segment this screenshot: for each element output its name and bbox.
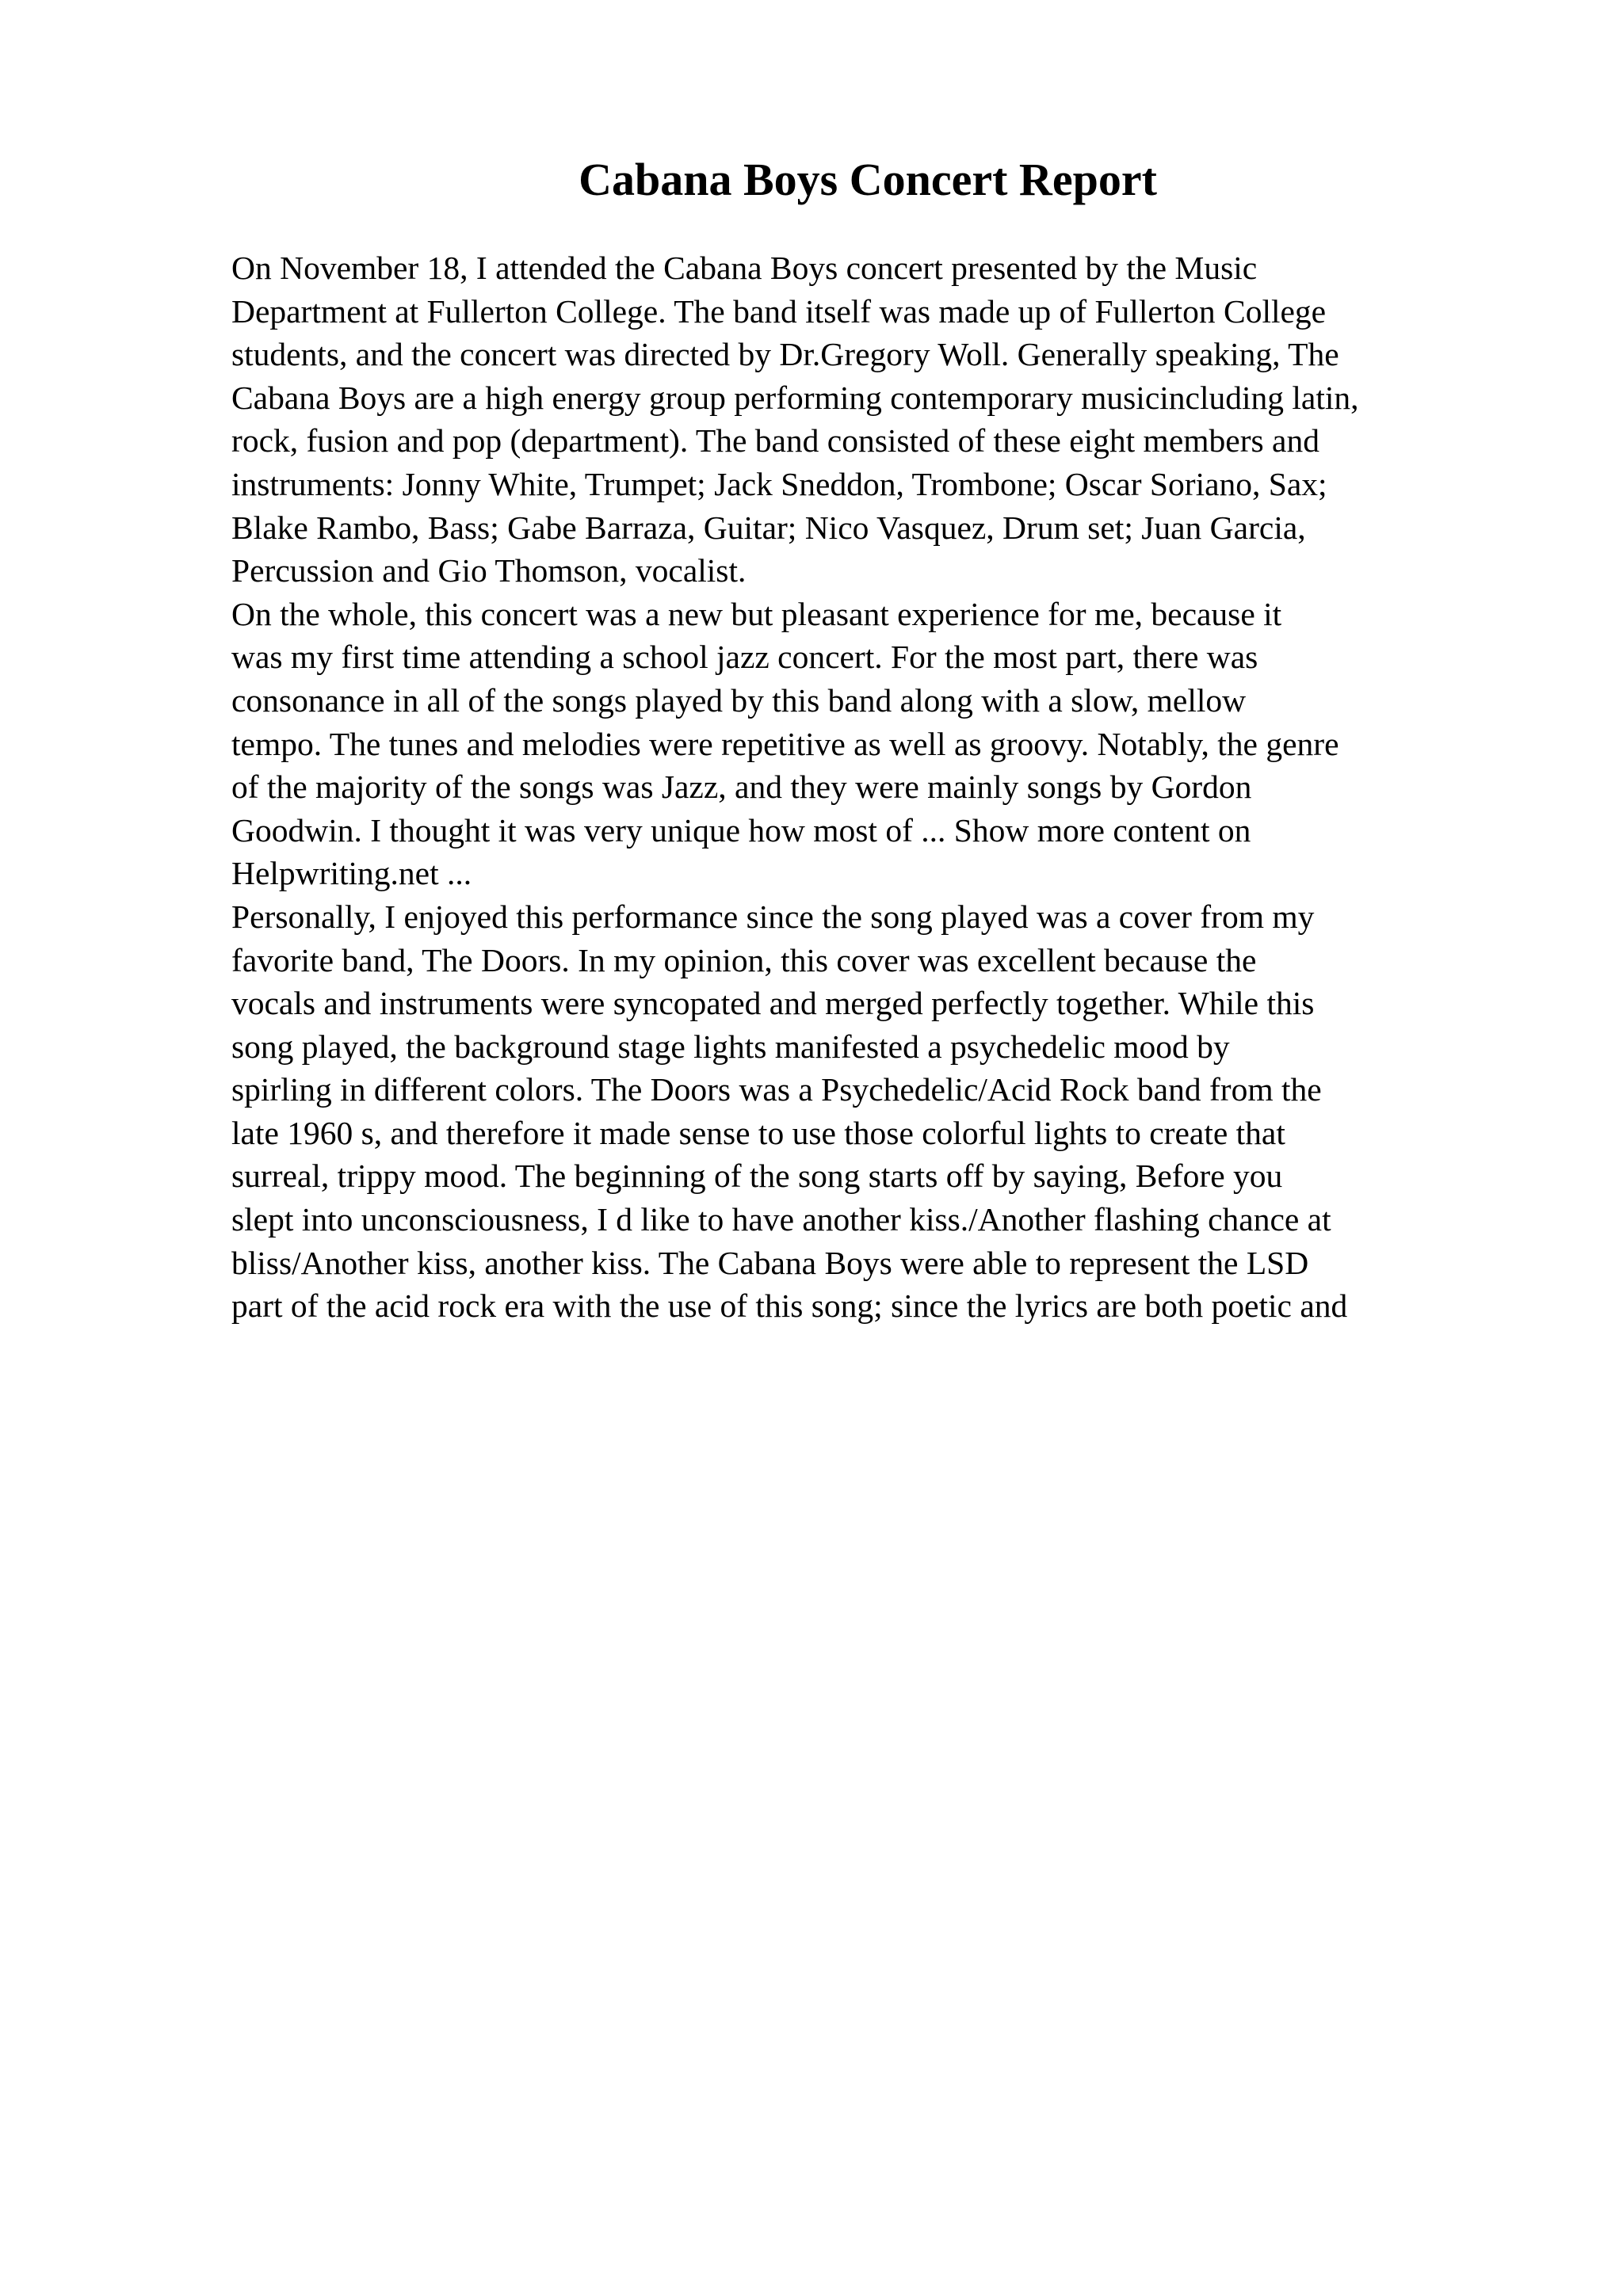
body-text-line: students, and the concert was directed by Dr.Gregory Woll. Generally speaking, The xyxy=(231,336,1339,373)
body-text-line: was my first time attending a school jazz concert. For the most part, there was xyxy=(231,639,1258,676)
body-text-line: favorite band, The Doors. In my opinion, this cover was excellent because the xyxy=(231,941,1257,978)
body-text-line: part of the acid rock era with the use of this song; since the lyrics are both poetic and xyxy=(231,1287,1348,1325)
body-text-line: Percussion and Gio Thomson, vocalist. xyxy=(231,552,747,589)
body-text-line: Department at Fullerton College. The band itself was made up of Fullerton College xyxy=(231,292,1327,330)
body-text-line: tempo. The tunes and melodies were repetitive as well as groovy. Notably, the genre xyxy=(231,725,1339,762)
document-title: Cabana Boys Concert Report xyxy=(579,154,1157,205)
body-text-line: spirling in different colors. The Doors was a Psychedelic/Acid Rock band from the xyxy=(231,1071,1322,1108)
body-text-line: vocals and instruments were syncopated and merged perfectly together. While this xyxy=(231,985,1315,1022)
body-text-line: slept into unconsciousness, I d like to have another kiss./Another flashing chance at xyxy=(231,1201,1331,1238)
body-text-line: surreal, trippy mood. The beginning of the song starts off by saying, Before you xyxy=(231,1158,1283,1195)
body-text-line: Helpwriting.net ... xyxy=(231,855,472,892)
body-text-line: bliss/Another kiss, another kiss. The Cabana Boys were able to represent the LSD xyxy=(231,1244,1309,1281)
body-text-line: song played, the background stage lights manifested a psychedelic mood by xyxy=(231,1028,1230,1065)
body-text-line: Goodwin. I thought it was very unique how most of ... Show more content on xyxy=(231,811,1251,849)
body-text-line: Blake Rambo, Bass; Gabe Barraza, Guitar; Nico Vasquez, Drum set; Juan Garcia, xyxy=(231,509,1306,546)
body-text-line: of the majority of the songs was Jazz, and they were mainly songs by Gordon xyxy=(231,769,1252,806)
body-text-line: late 1960 s, and therefore it made sense to use those colorful lights to create that xyxy=(231,1114,1285,1151)
body-text-line: rock, fusion and pop (department). The band consisted of these eight members and xyxy=(231,422,1319,460)
document-body xyxy=(231,246,1594,1328)
body-text-line: instruments: Jonny White, Trumpet; Jack Sneddon, Trombone; Oscar Soriano, Sax; xyxy=(231,465,1327,502)
body-text-line: Personally, I enjoyed this performance since the song played was a cover from my xyxy=(231,898,1315,935)
body-text-line: Cabana Boys are a high energy group performing contemporary musicincluding latin, xyxy=(231,379,1359,416)
body-text-line: On November 18, I attended the Cabana Boys concert presented by the Music xyxy=(231,250,1258,286)
body-text-line: On the whole, this concert was a new but pleasant experience for me, because it xyxy=(231,595,1282,632)
body-text-line: consonance in all of the songs played by this band along with a slow, mellow xyxy=(231,681,1247,719)
